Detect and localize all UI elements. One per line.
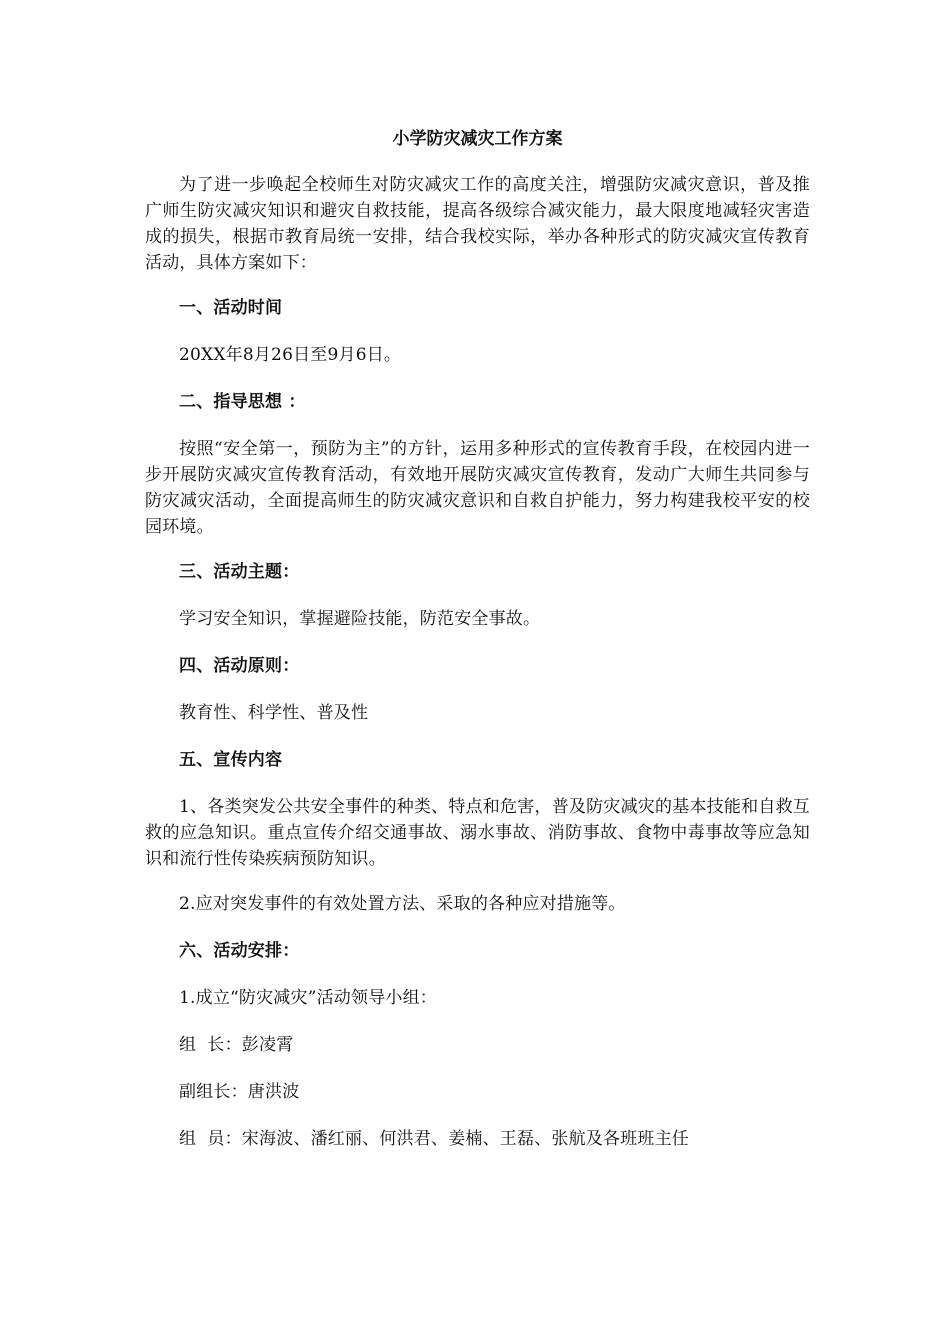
section-heading-time: 一、活动时间 [179, 298, 283, 318]
intro-paragraph: 为了进一步唤起全校师生对防灾减灾工作的高度关注，增强防灾减灾意识，普及推广师生防灾减灾知识和避灾自救技能，提高各级综合减灾能力，最大限度地减轻灾害造成的损失，根据市教育局统一安排，结合我校实际，举办各种形式的防灾减灾宣传教育活动，具体方案如下： [145, 175, 810, 273]
section-heading-principles: 四、活动原则： [179, 656, 300, 676]
document-body [145, 126, 810, 1173]
section-heading-arrangement: 六、活动安排： [179, 941, 300, 961]
document-title: 小学防灾减灾工作方案 [392, 129, 563, 149]
section-heading-publicity: 五、宣传内容 [179, 750, 283, 770]
group-leader: 组 长：彭凌霄 [179, 1035, 294, 1055]
group-deputy: 副组长：唐洪波 [179, 1082, 300, 1102]
section-body-guiding-thought: 按照“安全第一，预防为主”的方针，运用多种形式的宣传教育手段，在校园内进一步开展防灾减灾宣传教育活动，有效地开展防灾减灾宣传教育，发动广大师生共同参与防灾减灾活动，全面提高师生的防灾减灾意识和自救自护能力，努力构建我校平安的校园环境。 [145, 439, 810, 537]
section-heading-guiding-thought: 二、指导思想 ： [179, 392, 306, 412]
section-body-time: 20XX年8月26日至9月6日。 [179, 345, 402, 365]
arrangement-item-1: 1.成立“防灾减灾”活动领导小组： [179, 988, 438, 1008]
group-members: 组 员：宋海波、潘红丽、何洪君、姜楠、王磊、张航及各班班主任 [179, 1129, 690, 1149]
section-body-theme: 学习安全知识，掌握避险技能，防范安全事故。 [179, 609, 541, 629]
section-body-principles: 教育性、科学性、普及性 [179, 703, 369, 723]
section-heading-theme: 三、活动主题： [179, 562, 300, 582]
section-body-publicity-2: 2.应对突发事件的有效处置方法、采取的各种应对措施等。 [179, 894, 626, 914]
section-body-publicity-1: 1、各类突发公共安全事件的种类、特点和危害，普及防灾减灾的基本技能和自救互救的应急知识。重点宣传介绍交通事故、溺水事故、消防事故、食物中毒事故等应急知识和流行性传染疾病预防知识。 [145, 797, 810, 869]
